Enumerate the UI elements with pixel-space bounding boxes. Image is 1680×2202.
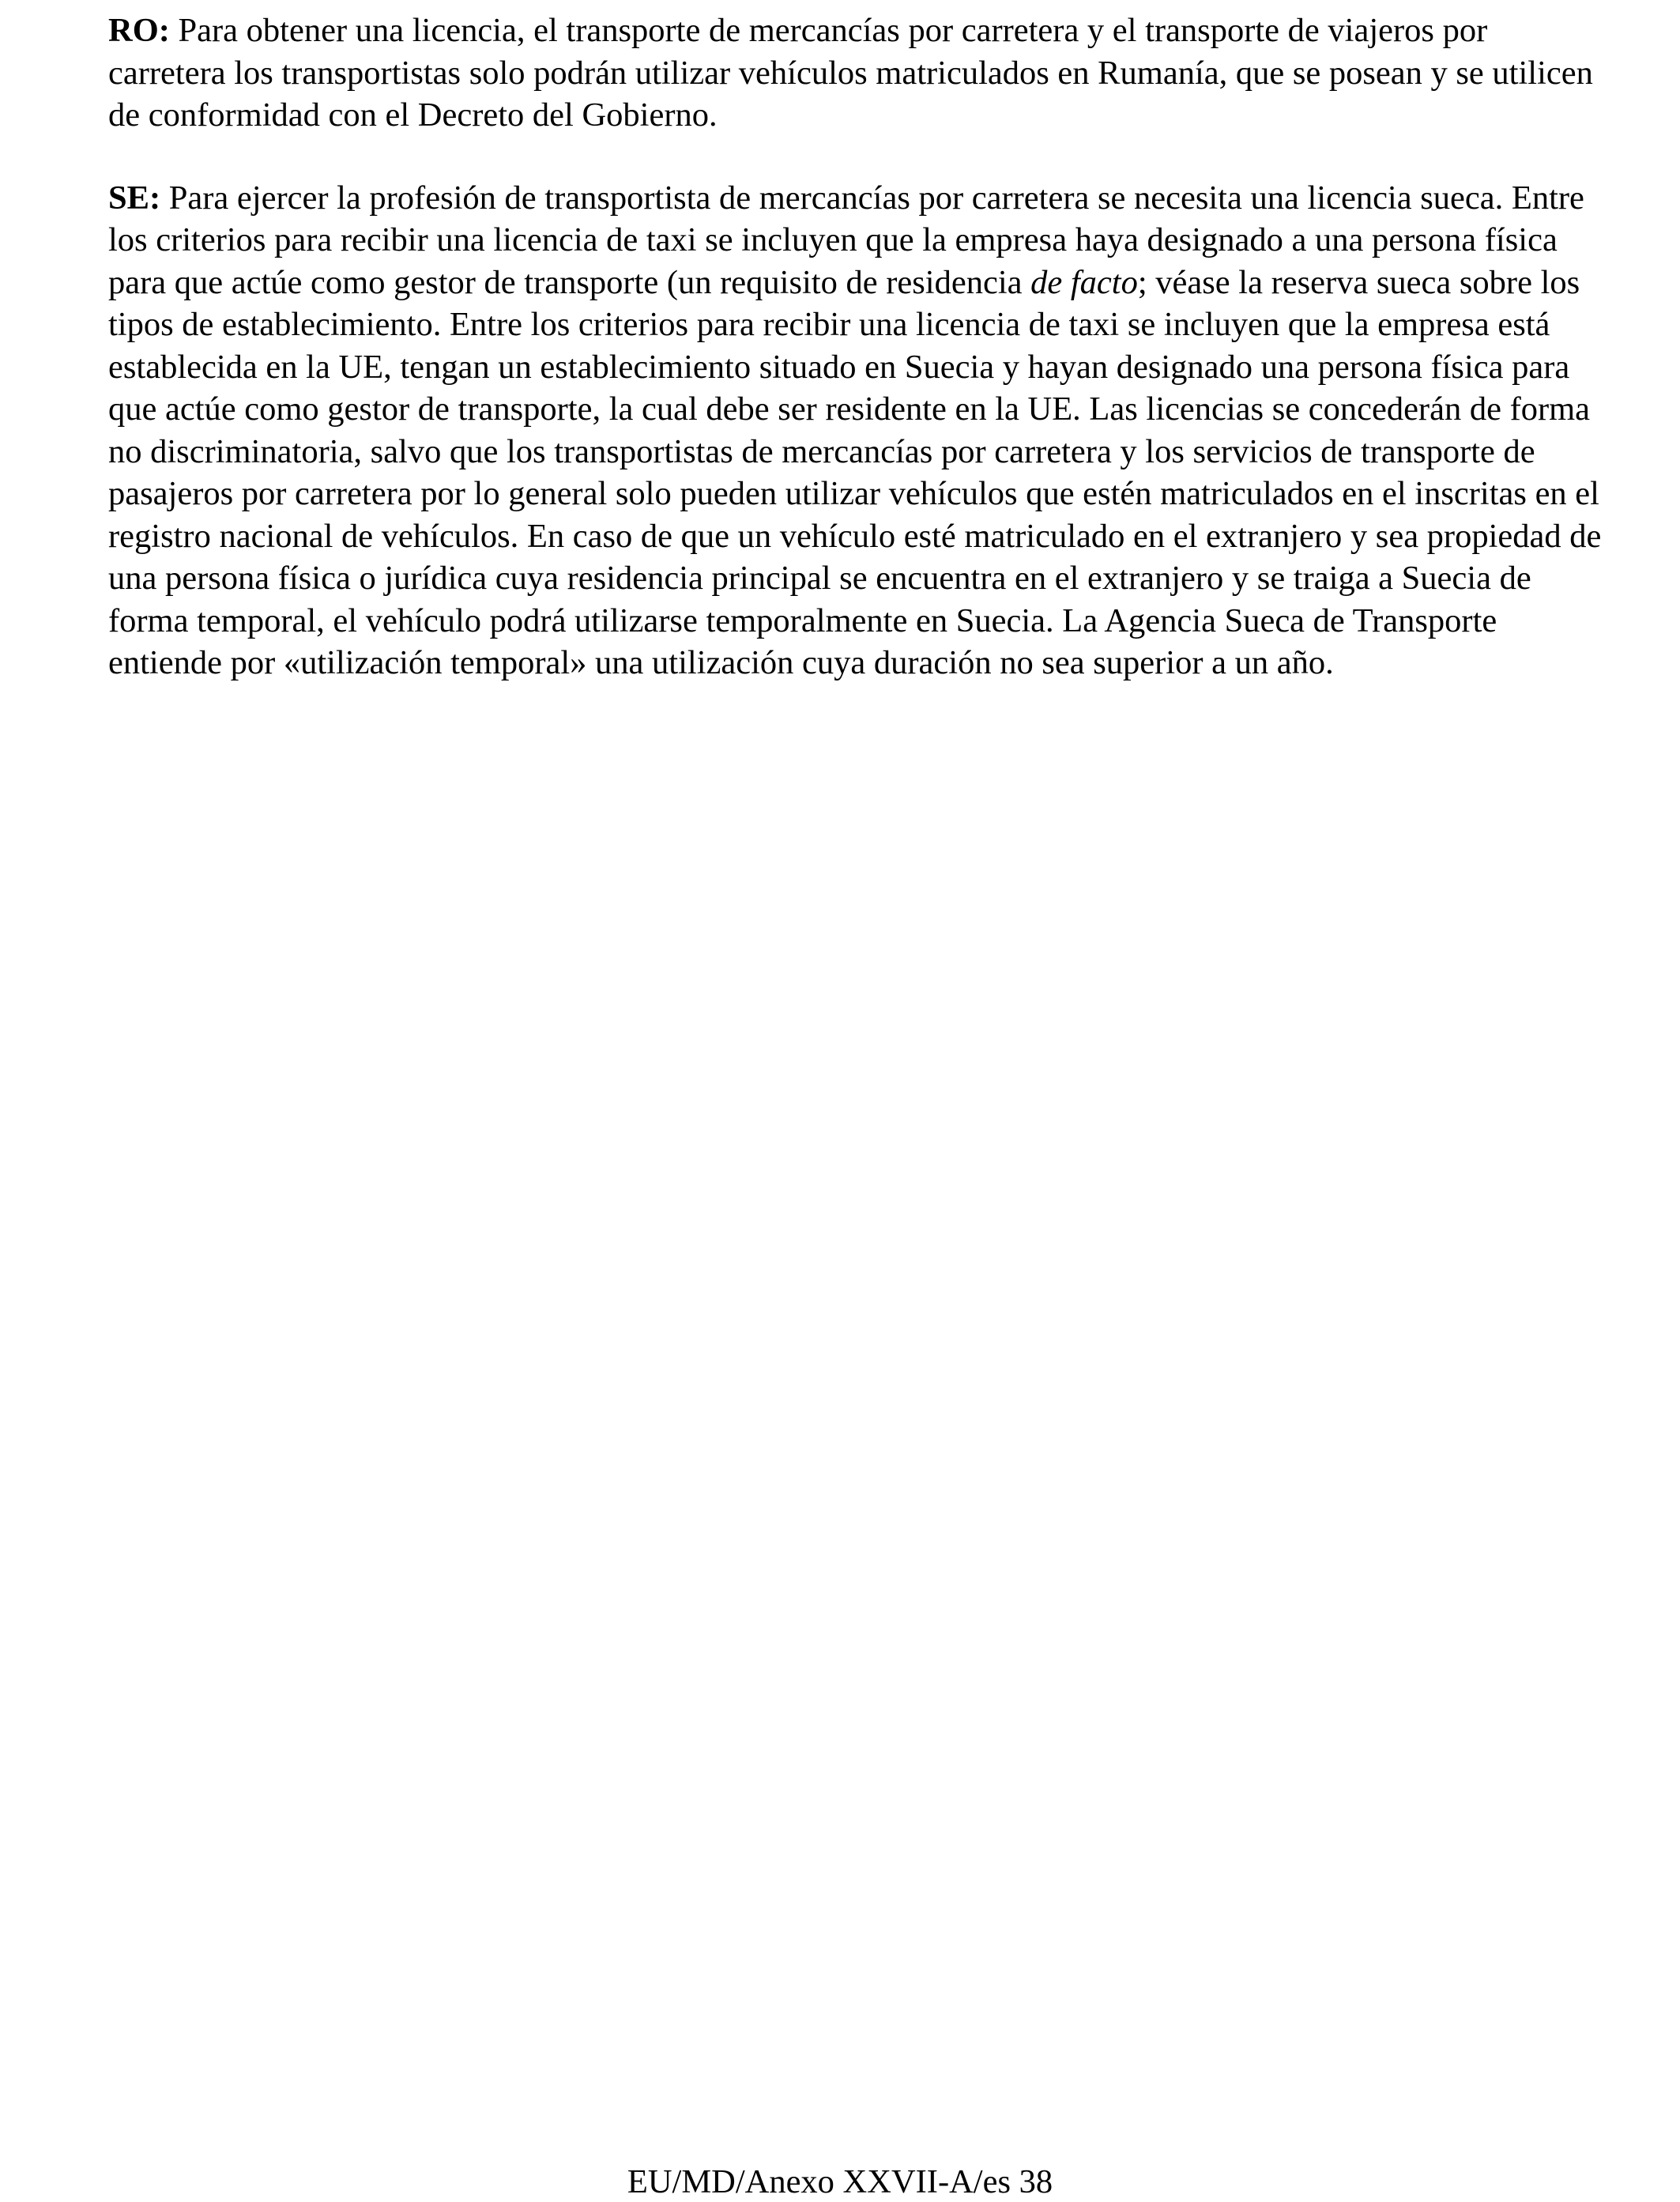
paragraph-se-text-part2: ; véase la reserva sueca sobre los tipos de establecimiento. Entre los criterios para recibir una licencia de taxi se incluyen que la empresa está establecida en la UE, tengan un establecimiento situado en Suecia y hayan designado una persona física para que actúe como gestor de transporte, la cual debe ser residente en la UE. Las licencias se concederán de forma no discriminatoria, salvo que los transportistas de mercancías por carretera y los servicios de transporte de pasajeros por carretera por lo general solo pueden utilizar vehículos que estén matriculados en el inscritas en el registro nacional de vehículos. En caso de que un vehículo esté matriculado en el extranjero y sea propiedad de una persona física o jurídica cuya residencia principal se encuentra en el extranjero y se traiga a Suecia de forma temporal, el vehículo podrá utilizarse temporalmente en Suecia. La Agencia Sueca de Transporte entiende por «utilización temporal» una utilización cuya duración no sea superior a un año. (108, 263, 1602, 681)
country-code-ro: RO: (108, 12, 170, 49)
paragraph-se (108, 177, 1602, 684)
page-footer: EU/MD/Anexo XXVII-A/es 38 (627, 2163, 1053, 2200)
document-body (108, 9, 1602, 725)
paragraph-ro (108, 9, 1602, 137)
paragraph-se-text-part1: Para ejercer la profesión de transportista de mercancías por carretera se necesita una licencia sueca. Entre los criterios para recibir una licencia de taxi se incluyen que la empresa haya designado a una persona física para que actúe como gestor de transporte (un requisito de residencia (108, 179, 1584, 301)
paragraph-ro-text: Para obtener una licencia, el transporte de mercancías por carretera y el transporte de viajeros por carretera los transportistas solo podrán utilizar vehículos matriculados en Rumanía, que se posean y se utilicen de conformidad con el Decreto del Gobierno. (108, 12, 1593, 134)
paragraph-se-italic-term: de facto (1030, 263, 1138, 301)
country-code-se: SE: (108, 179, 161, 217)
